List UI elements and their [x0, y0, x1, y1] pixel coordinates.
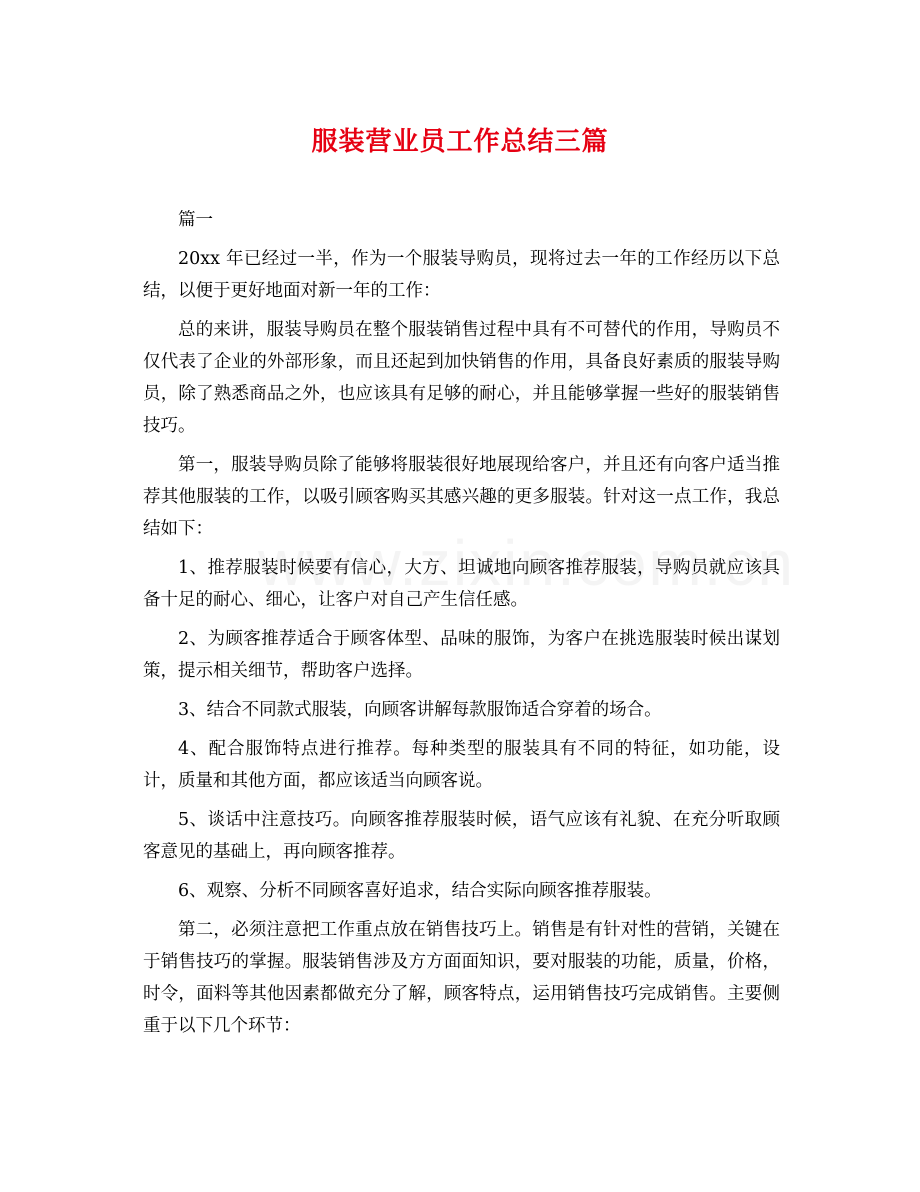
list-item: 5、谈话中注意技巧。向顾客推荐服装时候，语气应该有礼貌、在充分听取顾客意见的基础上，再向顾客推荐。 [143, 810, 780, 862]
list-item: 3、结合不同款式服装，向顾客讲解每款服饰适合穿着的场合。 [178, 700, 662, 720]
paragraph-second-point: 第二，必须注意把工作重点放在销售技巧上。销售是有针对性的营销，关键在于销售技巧的掌握。服装销售涉及方方面面知识，要对服装的功能，质量，价格，时令，面料等其他因素都做充分了解，顾客特点，运用销售技巧完成销售。主要侧重于以下几个环节： [143, 920, 780, 1036]
paragraph-overview: 总的来讲，服装导购员在整个服装销售过程中具有不可替代的作用，导购员不仅代表了企业的外部形象，而且还起到加快销售的作用，具备良好素质的服装导购员，除了熟悉商品之外，也应该具有足够的耐心，并且能够掌握一些好的服装销售技巧。 [143, 320, 780, 436]
document-body [143, 204, 780, 1049]
paragraph-intro: 20xx 年已经过一半，作为一个服装导购员，现将过去一年的工作经历以下总结，以便于更好地面对新一年的工作： [143, 249, 780, 301]
paragraph-section-heading: 篇一 [178, 210, 213, 230]
list-item: 2、为顾客推荐适合于顾客体型、品味的服饰，为客户在挑选服装时候出谋划策，提示相关细节，帮助客户选择。 [143, 629, 780, 681]
paragraph-first-point: 第一，服装导购员除了能够将服装很好地展现给客户，并且还有向客户适当推荐其他服装的工作，以吸引顾客购买其感兴趣的更多服装。针对这一点工作，我总结如下： [143, 455, 780, 539]
list-item: 4、配合服饰特点进行推荐。每种类型的服装具有不同的特征，如功能，设计，质量和其他方面，都应该适当向顾客说。 [143, 739, 780, 791]
document-title: 服装营业员工作总结三篇 [311, 127, 609, 157]
list-item: 6、观察、分析不同顾客喜好追求，结合实际向顾客推荐服装。 [178, 881, 662, 901]
list-item: 1、推荐服装时候要有信心，大方、坦诚地向顾客推荐服装，导购员就应该具备十足的耐心、细心，让客户对自己产生信任感。 [143, 558, 780, 610]
